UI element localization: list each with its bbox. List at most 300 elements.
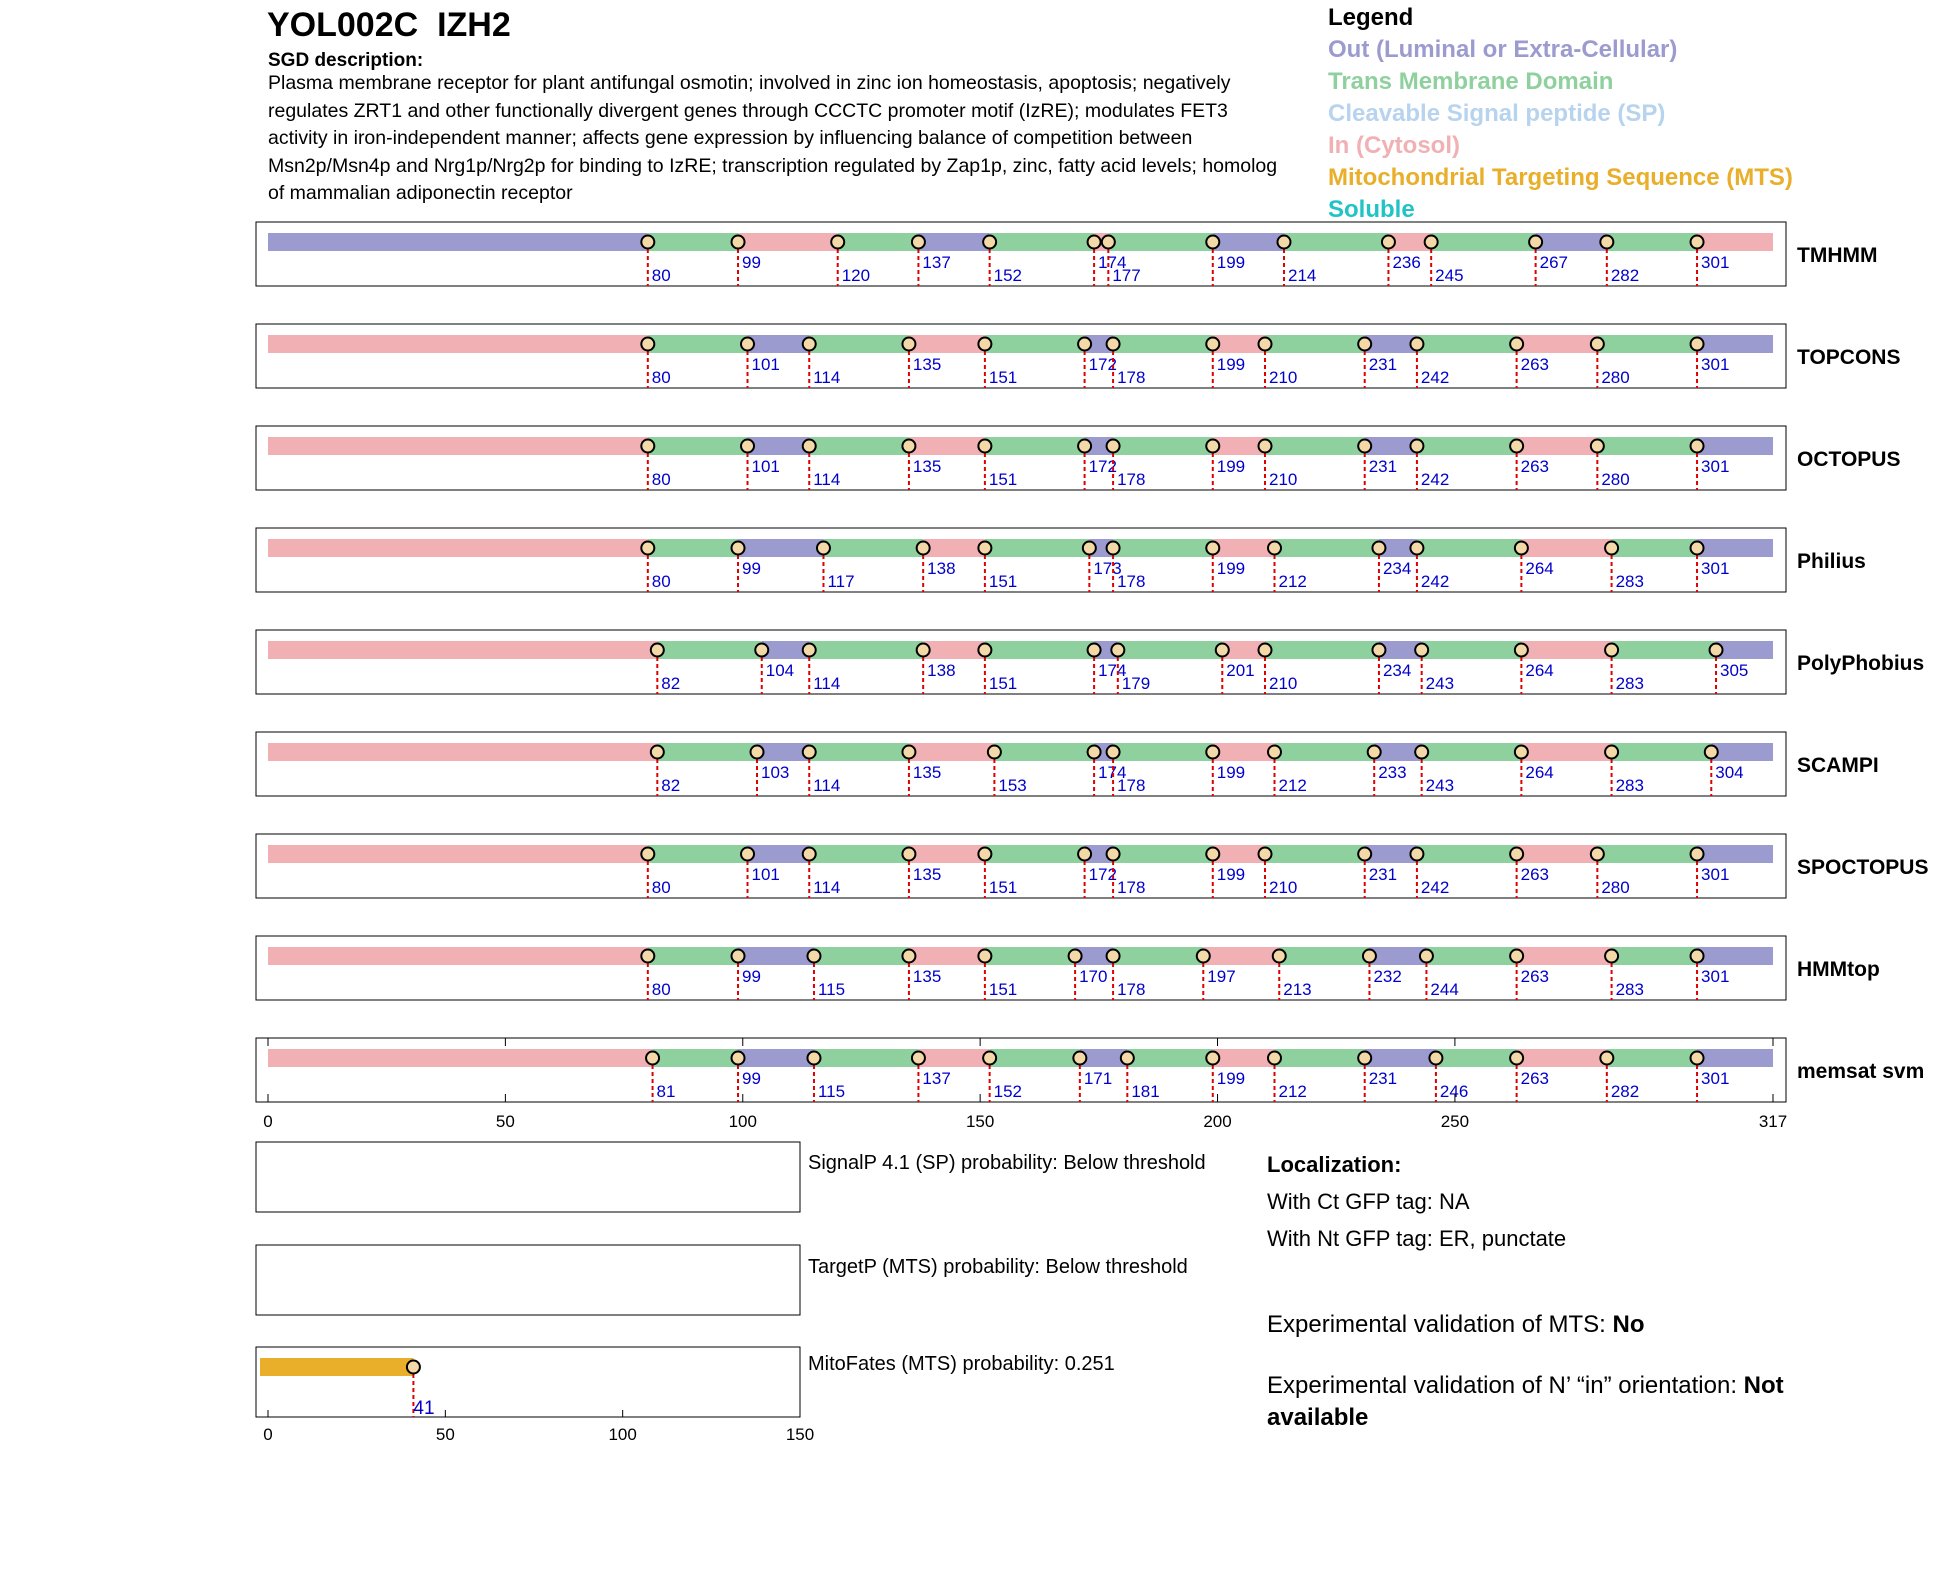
predictor-label-topcons: TOPCONS — [1797, 346, 1901, 369]
boundary-marker — [1429, 1052, 1442, 1065]
segment — [657, 641, 761, 659]
segment — [1108, 233, 1212, 251]
boundary-marker — [1605, 644, 1618, 657]
boundary-label: 301 — [1701, 559, 1730, 578]
segment — [1365, 1049, 1436, 1067]
legend-item-tm: Trans Membrane Domain — [1328, 68, 1614, 95]
boundary-marker — [978, 338, 991, 351]
segment — [748, 335, 810, 353]
boundary-label: 233 — [1378, 763, 1407, 782]
segment — [809, 743, 909, 761]
boundary-marker — [1691, 542, 1704, 555]
boundary-marker — [978, 542, 991, 555]
segment — [648, 845, 748, 863]
segment — [1203, 947, 1279, 965]
segment — [1697, 335, 1773, 353]
boundary-marker — [1510, 950, 1523, 963]
boundary-label: 179 — [1121, 674, 1151, 693]
boundary-label: 99 — [742, 559, 761, 578]
boundary-marker — [1107, 848, 1120, 861]
boundary-marker — [902, 746, 915, 759]
boundary-marker — [978, 950, 991, 963]
boundary-label: 178 — [1117, 776, 1146, 795]
segment — [1517, 845, 1598, 863]
x-tick-label: 317 — [1758, 1112, 1788, 1131]
boundary-label: 103 — [761, 763, 790, 782]
boundary-label: 234 — [1382, 661, 1412, 680]
page-title: YOL002C IZH2 — [267, 6, 511, 44]
boundary-marker — [1510, 848, 1523, 861]
x-tick-label: 200 — [1203, 1112, 1232, 1131]
boundary-marker — [1216, 644, 1229, 657]
segment — [653, 1049, 738, 1067]
segment — [918, 233, 989, 251]
segment — [1422, 743, 1522, 761]
boundary-label: 236 — [1392, 253, 1421, 272]
predictor-label-octopus: OCTOPUS — [1797, 448, 1901, 471]
segment — [814, 947, 909, 965]
segment — [985, 437, 1085, 455]
boundary-marker — [983, 236, 996, 249]
boundary-label: 174 — [1098, 763, 1127, 782]
boundary-label: 80 — [651, 266, 671, 285]
boundary-marker — [1206, 236, 1219, 249]
segment — [1716, 641, 1773, 659]
localization-ct: With Ct GFP tag: NA — [1267, 1189, 1470, 1214]
boundary-marker — [912, 1052, 925, 1065]
boundary-marker — [1691, 236, 1704, 249]
segment — [923, 641, 985, 659]
boundary-label: 304 — [1715, 763, 1744, 782]
boundary-label: 151 — [988, 674, 1018, 693]
boundary-label: 283 — [1615, 980, 1644, 999]
segment — [1113, 947, 1203, 965]
predictor-label-hmmtop: HMMtop — [1797, 958, 1880, 981]
boundary-label: 80 — [651, 878, 671, 897]
boundary-marker — [641, 236, 654, 249]
boundary-label: 137 — [922, 253, 951, 272]
boundary-marker — [732, 1052, 745, 1065]
segment — [1612, 947, 1697, 965]
segment — [1607, 1049, 1697, 1067]
boundary-marker — [646, 1052, 659, 1065]
legend-item-out: Out (Luminal or Extra-Cellular) — [1328, 36, 1678, 63]
boundary-marker — [1277, 236, 1290, 249]
segment — [1365, 335, 1417, 353]
boundary-label: 80 — [651, 368, 671, 387]
segment — [268, 743, 657, 761]
boundary-label: 178 — [1117, 980, 1146, 999]
segment — [648, 947, 738, 965]
segment — [1365, 845, 1417, 863]
boundary-label: 152 — [993, 266, 1023, 285]
boundary-marker — [917, 542, 930, 555]
legend-title: Legend — [1328, 4, 1414, 31]
boundary-label: 301 — [1701, 865, 1730, 884]
orientation-validation-prefix: Experimental validation of N’ “in” orientation: — [1267, 1372, 1744, 1399]
segment — [985, 335, 1085, 353]
boundary-marker — [1073, 1052, 1086, 1065]
track-frame-topcons — [256, 324, 1786, 388]
segment — [268, 1049, 653, 1067]
segment — [1113, 743, 1213, 761]
segment — [1612, 641, 1716, 659]
boundary-label: 213 — [1283, 980, 1312, 999]
boundary-marker — [1206, 338, 1219, 351]
boundary-label: 264 — [1525, 661, 1554, 680]
boundary-marker — [1088, 644, 1101, 657]
segment — [1265, 845, 1365, 863]
boundary-label: 135 — [912, 457, 942, 476]
mitofates-tick-label: 0 — [263, 1425, 273, 1444]
boundary-label: 267 — [1539, 253, 1568, 272]
segment — [1436, 1049, 1517, 1067]
boundary-marker — [1605, 746, 1618, 759]
boundary-label: 138 — [927, 559, 956, 578]
predictor-label-philius: Philius — [1797, 550, 1866, 573]
mts-validation-prefix: Experimental validation of MTS: — [1267, 1311, 1613, 1338]
description-text: Plasma membrane receptor for plant antifungal osmotin; involved in zinc ion homeostasis, apoptosis; negatively regulates ZRT1 and other functionally divergent genes through CCCTC promoter motif (IzRE); modulates FET3 activity in iron-independent manner; affects gene expression by influencing balance of competition between Msn2p/Msn4p and Nrg1p/Nrg2p for binding to IzRE; transcription regulated by Zap1p, zinc, fatty acid levels; homolog of mammalian adiponectin receptor — [268, 72, 1278, 204]
segment — [1517, 1049, 1607, 1067]
boundary-marker — [1372, 542, 1385, 555]
boundary-marker — [803, 338, 816, 351]
segment — [1369, 947, 1426, 965]
boundary-label: 242 — [1420, 368, 1450, 387]
segment — [748, 845, 810, 863]
targetp-panel — [256, 1245, 800, 1315]
segment — [748, 437, 810, 455]
boundary-marker — [1107, 338, 1120, 351]
segment — [648, 539, 738, 557]
boundary-label: 243 — [1425, 674, 1455, 693]
boundary-label: 210 — [1269, 878, 1298, 897]
segment — [1213, 437, 1265, 455]
segment — [909, 845, 985, 863]
boundary-label: 242 — [1420, 878, 1450, 897]
boundary-label: 199 — [1216, 865, 1246, 884]
mts-boundary-label: 41 — [413, 1398, 435, 1419]
boundary-label: 104 — [765, 661, 795, 680]
boundary-label: 263 — [1520, 865, 1550, 884]
boundary-label: 82 — [661, 674, 681, 693]
boundary-marker — [803, 644, 816, 657]
segment — [738, 947, 814, 965]
boundary-label: 99 — [742, 1069, 761, 1088]
segment — [268, 437, 648, 455]
legend-item-soluble: Soluble — [1328, 196, 1415, 223]
boundary-label: 231 — [1368, 355, 1398, 374]
signalp-label: SignalP 4.1 (SP) probability: Below threshold — [808, 1152, 1206, 1174]
boundary-marker — [1410, 338, 1423, 351]
boundary-label: 114 — [813, 674, 841, 693]
boundary-label: 301 — [1701, 1069, 1730, 1088]
segment — [1597, 845, 1697, 863]
boundary-label: 151 — [988, 980, 1018, 999]
boundary-marker — [1410, 542, 1423, 555]
boundary-label: 181 — [1131, 1082, 1160, 1101]
segment — [1612, 743, 1712, 761]
segment — [909, 947, 985, 965]
boundary-label: 212 — [1278, 1082, 1307, 1101]
segment — [268, 233, 648, 251]
boundary-label: 201 — [1226, 661, 1255, 680]
segment — [1612, 539, 1697, 557]
segment — [1274, 1049, 1364, 1067]
boundary-label: 177 — [1112, 266, 1141, 285]
segment — [1213, 1049, 1275, 1067]
boundary-marker — [1515, 542, 1528, 555]
boundary-label: 178 — [1117, 368, 1146, 387]
segment — [990, 233, 1094, 251]
segment — [1113, 335, 1213, 353]
predictor-label-memsat-svm: memsat svm — [1797, 1060, 1925, 1083]
boundary-marker — [1206, 542, 1219, 555]
boundary-label: 245 — [1435, 266, 1464, 285]
segment — [1274, 539, 1378, 557]
x-tick-label: 0 — [263, 1112, 273, 1131]
boundary-label: 115 — [817, 980, 846, 999]
segment — [648, 335, 748, 353]
segment — [909, 743, 994, 761]
boundary-label: 263 — [1520, 1069, 1550, 1088]
boundary-label: 283 — [1615, 572, 1644, 591]
boundary-marker — [1363, 950, 1376, 963]
segment — [809, 641, 923, 659]
track-frame-spoctopus — [256, 834, 1786, 898]
boundary-label: 135 — [912, 763, 942, 782]
boundary-marker — [1069, 950, 1082, 963]
segment — [1118, 641, 1222, 659]
segment — [1517, 335, 1598, 353]
boundary-marker — [1710, 644, 1723, 657]
boundary-label: 280 — [1601, 878, 1630, 897]
boundary-marker — [1510, 1052, 1523, 1065]
boundary-label: 117 — [827, 572, 855, 591]
boundary-label: 173 — [1093, 559, 1122, 578]
boundary-marker — [741, 338, 754, 351]
segment — [1213, 743, 1275, 761]
boundary-marker — [1358, 848, 1371, 861]
boundary-marker — [1273, 950, 1286, 963]
x-tick-label: 250 — [1440, 1112, 1470, 1131]
boundary-marker — [741, 848, 754, 861]
boundary-marker — [1368, 746, 1381, 759]
predictor-label-scampi: SCAMPI — [1797, 754, 1879, 777]
boundary-marker — [1691, 338, 1704, 351]
segment — [1597, 437, 1697, 455]
segment — [268, 947, 648, 965]
segment — [985, 641, 1094, 659]
segment — [648, 437, 748, 455]
boundary-label: 174 — [1098, 253, 1127, 272]
boundary-label: 243 — [1425, 776, 1455, 795]
boundary-label: 178 — [1117, 878, 1146, 897]
segment — [1279, 947, 1369, 965]
segment — [1426, 947, 1516, 965]
boundary-marker — [1358, 1052, 1371, 1065]
segment — [1422, 641, 1522, 659]
segment — [738, 1049, 814, 1067]
mitofates-label: MitoFates (MTS) probability: 0.251 — [808, 1353, 1115, 1375]
boundary-label: 212 — [1278, 572, 1307, 591]
boundary-marker — [831, 236, 844, 249]
boundary-label: 199 — [1216, 1069, 1246, 1088]
boundary-label: 174 — [1098, 661, 1127, 680]
segment — [1517, 947, 1612, 965]
boundary-marker — [988, 746, 1001, 759]
boundary-marker — [1078, 440, 1091, 453]
boundary-label: 80 — [651, 980, 671, 999]
segment — [1521, 743, 1611, 761]
segment — [1697, 845, 1773, 863]
segment — [1365, 437, 1417, 455]
mitofates-tick-label: 50 — [435, 1425, 455, 1444]
mts-validation-value: No — [1612, 1311, 1645, 1338]
boundary-marker — [1591, 440, 1604, 453]
boundary-marker — [1268, 1052, 1281, 1065]
segment — [923, 539, 985, 557]
segment — [994, 743, 1094, 761]
boundary-marker — [732, 950, 745, 963]
boundary-label: 199 — [1216, 253, 1246, 272]
segment — [838, 233, 919, 251]
boundary-label: 301 — [1701, 967, 1730, 986]
boundary-marker — [1691, 440, 1704, 453]
segment — [985, 845, 1085, 863]
segment — [1213, 539, 1275, 557]
track-frame-hmmtop — [256, 936, 1786, 1000]
boundary-marker — [803, 848, 816, 861]
boundary-marker — [1259, 644, 1272, 657]
boundary-label: 231 — [1368, 1069, 1398, 1088]
segment — [1265, 335, 1365, 353]
boundary-marker — [732, 236, 745, 249]
boundary-label: 153 — [998, 776, 1027, 795]
segment — [809, 437, 909, 455]
boundary-marker — [1691, 950, 1704, 963]
segment — [1597, 335, 1697, 353]
boundary-marker — [755, 644, 768, 657]
boundary-label: 101 — [751, 865, 780, 884]
segment — [985, 539, 1089, 557]
boundary-label: 210 — [1269, 674, 1298, 693]
legend-item-in: In (Cytosol) — [1328, 132, 1460, 159]
boundary-label: 263 — [1520, 967, 1550, 986]
boundary-label: 301 — [1701, 253, 1730, 272]
legend-item-mts: Mitochondrial Targeting Sequence (MTS) — [1328, 164, 1793, 191]
boundary-label: 99 — [742, 253, 761, 272]
legend-item-sp: Cleavable Signal peptide (SP) — [1328, 100, 1666, 127]
boundary-marker — [1259, 338, 1272, 351]
boundary-label: 280 — [1601, 368, 1630, 387]
boundary-marker — [641, 338, 654, 351]
x-tick-label: 150 — [965, 1112, 995, 1131]
segment — [823, 539, 923, 557]
boundary-label: 280 — [1601, 470, 1630, 489]
segment — [1113, 437, 1213, 455]
boundary-label: 137 — [922, 1069, 951, 1088]
boundary-marker — [1107, 746, 1120, 759]
boundary-label: 199 — [1216, 457, 1246, 476]
boundary-marker — [1088, 236, 1101, 249]
boundary-marker — [1591, 848, 1604, 861]
segment — [990, 1049, 1080, 1067]
boundary-marker — [1358, 440, 1371, 453]
boundary-label: 151 — [988, 368, 1018, 387]
segment — [1417, 539, 1521, 557]
boundary-label: 246 — [1439, 1082, 1469, 1101]
boundary-marker — [1600, 1052, 1613, 1065]
boundary-marker — [651, 644, 664, 657]
segment — [918, 1049, 989, 1067]
segment — [1113, 845, 1213, 863]
boundary-label: 170 — [1079, 967, 1108, 986]
boundary-marker — [807, 1052, 820, 1065]
segment — [1711, 743, 1773, 761]
track-frame-octopus — [256, 426, 1786, 490]
boundary-label: 178 — [1117, 470, 1146, 489]
boundary-label: 172 — [1088, 865, 1117, 884]
boundary-label: 244 — [1430, 980, 1459, 999]
segment — [268, 845, 648, 863]
segment — [809, 845, 909, 863]
mts-boundary-marker — [407, 1361, 420, 1374]
boundary-marker — [902, 440, 915, 453]
boundary-marker — [1415, 644, 1428, 657]
boundary-label: 135 — [912, 355, 942, 374]
boundary-marker — [1425, 236, 1438, 249]
boundary-marker — [1107, 440, 1120, 453]
boundary-marker — [902, 848, 915, 861]
boundary-marker — [1420, 950, 1433, 963]
segment — [657, 743, 757, 761]
segment — [1521, 539, 1611, 557]
segment — [1697, 437, 1773, 455]
segment — [1607, 233, 1697, 251]
boundary-label: 231 — [1368, 865, 1398, 884]
boundary-label: 210 — [1269, 470, 1298, 489]
boundary-marker — [1372, 644, 1385, 657]
orientation-validation — [1267, 1370, 1867, 1434]
boundary-label: 242 — [1420, 572, 1450, 591]
boundary-marker — [1605, 542, 1618, 555]
boundary-marker — [1510, 440, 1523, 453]
boundary-label: 282 — [1610, 266, 1640, 285]
boundary-label: 151 — [988, 572, 1018, 591]
segment — [1284, 233, 1388, 251]
boundary-label: 283 — [1615, 674, 1644, 693]
boundary-marker — [1107, 542, 1120, 555]
boundary-marker — [1515, 644, 1528, 657]
segment — [809, 335, 909, 353]
segment — [1536, 233, 1607, 251]
boundary-label: 234 — [1382, 559, 1412, 578]
boundary-label: 101 — [751, 457, 780, 476]
boundary-label: 197 — [1207, 967, 1236, 986]
boundary-label: 82 — [661, 776, 681, 795]
boundary-marker — [1691, 848, 1704, 861]
boundary-label: 114 — [813, 368, 841, 387]
mitofates-tick-label: 100 — [608, 1425, 637, 1444]
localization-nt: With Nt GFP tag: ER, punctate — [1267, 1226, 1567, 1251]
boundary-label: 114 — [813, 776, 841, 795]
mitofates-panel — [256, 1347, 800, 1417]
x-tick-label: 50 — [495, 1112, 515, 1131]
boundary-label: 283 — [1615, 776, 1644, 795]
segment — [1274, 743, 1374, 761]
boundary-marker — [1515, 746, 1528, 759]
boundary-marker — [1088, 746, 1101, 759]
